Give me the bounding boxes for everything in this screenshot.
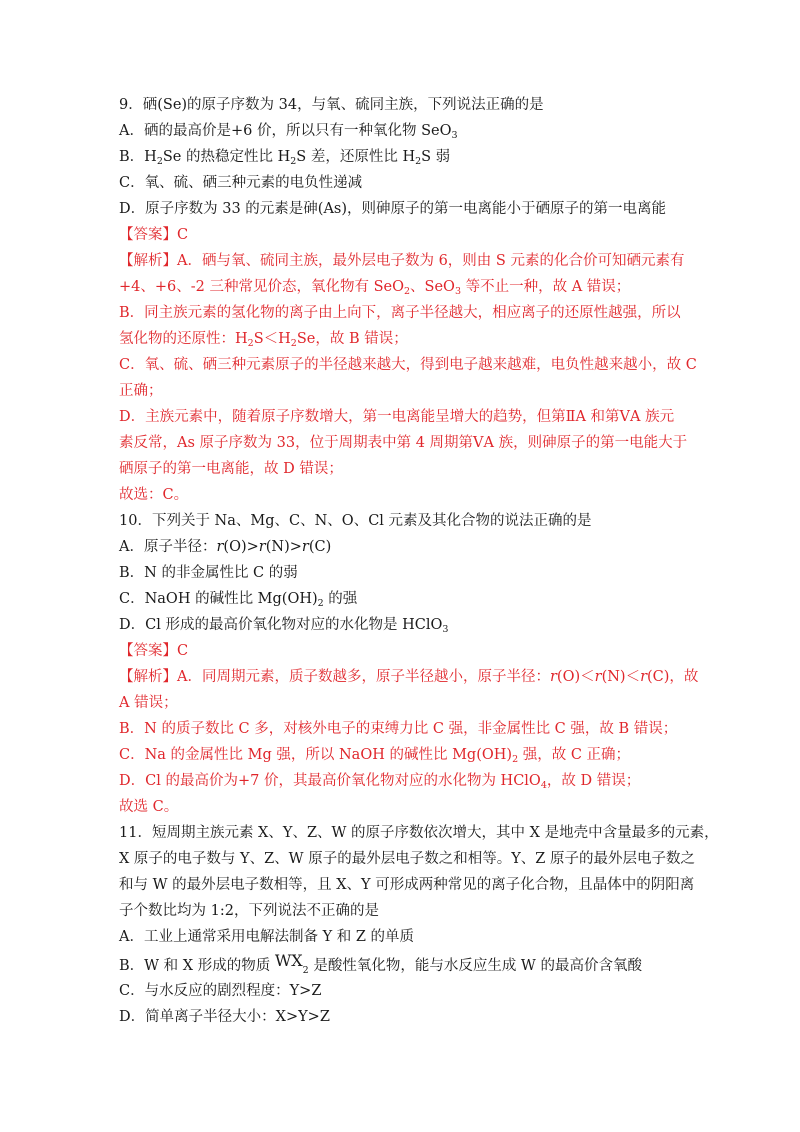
- q11-stem-line: 11．短周期主族元素 X、Y、Z、W 的原子序数依次增大，其中 X 是地壳中含量最多的元素，: [119, 825, 719, 841]
- q10-conclusion: 故选 C。: [119, 799, 179, 815]
- q10-option-b: B．N 的非金属性比 C 的弱: [119, 565, 298, 581]
- q9-explanation-line: 正确；: [119, 383, 163, 399]
- q9-option-d: D．原子序数为 33 的元素是砷(As)，则砷原子的第一电离能小于硒原子的第一电离能: [119, 201, 667, 217]
- q10-explanation-line: D．Cl 的最高价为+7 价，其最高价氧化物对应的水化物为 HClO$_4$，故 D 错误；: [119, 773, 641, 791]
- q10-option-d: D．Cl 形成的最高价氧化物对应的水化物是 HClO$_3$: [119, 617, 449, 635]
- q9-option-a: A．硒的最高价是+6 价，所以只有一种氧化物 SeO$_3$: [119, 123, 458, 141]
- q9-option-c: C．氧、硫、硒三种元素的电负性递减: [119, 175, 363, 191]
- q11-stem-line: 和与 W 的最外层电子数相等，且 X、Y 可形成两种常见的离子化合物，且晶体中的阴阳离: [119, 877, 695, 893]
- q10-answer: 【答案】C: [119, 643, 189, 659]
- q9-conclusion: 故选：C。: [119, 487, 189, 503]
- q9-explanation-line: 素反常，As 原子序数为 33，位于周期表中第 4 周期第ⅤA 族，则砷原子的第一电能大于: [119, 435, 688, 451]
- q10-explanation-line: C．Na 的金属性比 Mg 强，所以 NaOH 的碱性比 $Mg(OH)_2$ 强，故 C 正确；: [119, 747, 631, 765]
- q11-stem-line: 子个数比均为 1:2，下列说法不正确的是: [119, 903, 379, 919]
- q9-explanation-line: 硒原子的第一电离能，故 D 错误；: [119, 461, 343, 477]
- q11-option-d: D．简单离子半径大小：X>Y>Z: [119, 1009, 330, 1025]
- q11-stem-line: X 原子的电子数与 Y、Z、W 原子的最外层电子数之和相等。Y、Z 原子的最外层电子数之: [119, 851, 695, 867]
- q10-explanation-line: 【解析】A．同周期元素，质子数越多，原子半径越小，原子半径：r(O)＜r(N)＜r(C)，故: [119, 669, 699, 685]
- q9-answer: 【答案】C: [119, 227, 189, 243]
- q9-explanation-line: 【解析】A．硒与氧、硫同主族，最外层电子数为 6，则由 S 元素的化合价可知硒元素有: [119, 253, 685, 269]
- q9-explanation-line: C．氧、硫、硒三种元素原子的半径越来越大，得到电子越来越难，电负性越来越小，故 C: [119, 357, 697, 373]
- q10-explanation-line: B．N 的质子数比 C 多，对核外电子的束缚力比 C 强，非金属性比 C 强，故 B 错误；: [119, 721, 678, 737]
- wx2-formula: WX: [274, 951, 303, 970]
- q10-option-c: C．NaOH 的碱性比 $Mg(OH)_2$ 的强: [119, 591, 358, 609]
- q9-explanation-line: D．主族元素中，随着原子序数增大，第一电离能呈增大的趋势，但第ⅡA 和第ⅤA 族元: [119, 409, 675, 425]
- q9-explanation-line: B．同主族元素的氢化物的离子由上向下，离子半径越大，相应离子的还原性越强，所以: [119, 305, 681, 321]
- q10-explanation-line: A 错误；: [119, 695, 178, 711]
- q10-stem: 10．下列关于 Na、Mg、C、N、O、Cl 元素及其化合物的说法正确的是: [119, 513, 592, 529]
- q11-option-b: B．W 和 X 形成的物质 $WX_2$ 是酸性氧化物，能与水反应生成 W 的最高价含氧酸: [119, 951, 642, 976]
- q10-option-a: A．原子半径：r(O)>r(N)>r(C): [119, 539, 332, 555]
- q9-option-b: B．$H_2Se$ 的热稳定性比 $H_2S$ 差，还原性比 $H_2S$ 弱: [119, 149, 451, 167]
- q9-stem: 9．硒(Se)的原子序数为 34，与氧、硫同主族，下列说法正确的是: [119, 97, 544, 113]
- q9-explanation-line: +4、+6、-2 三种常见价态，氧化物有 SeO$_2$、SeO$_3$ 等不止一种，故 A 错误；: [119, 279, 631, 297]
- q11-option-a: A．工业上通常采用电解法制备 Y 和 Z 的单质: [119, 929, 415, 945]
- q9-explanation-line: 氢化物的还原性：$H_2S<H_2Se$，故 B 错误；: [119, 331, 408, 349]
- q11-option-c: C．与水反应的剧烈程度：Y>Z: [119, 983, 322, 999]
